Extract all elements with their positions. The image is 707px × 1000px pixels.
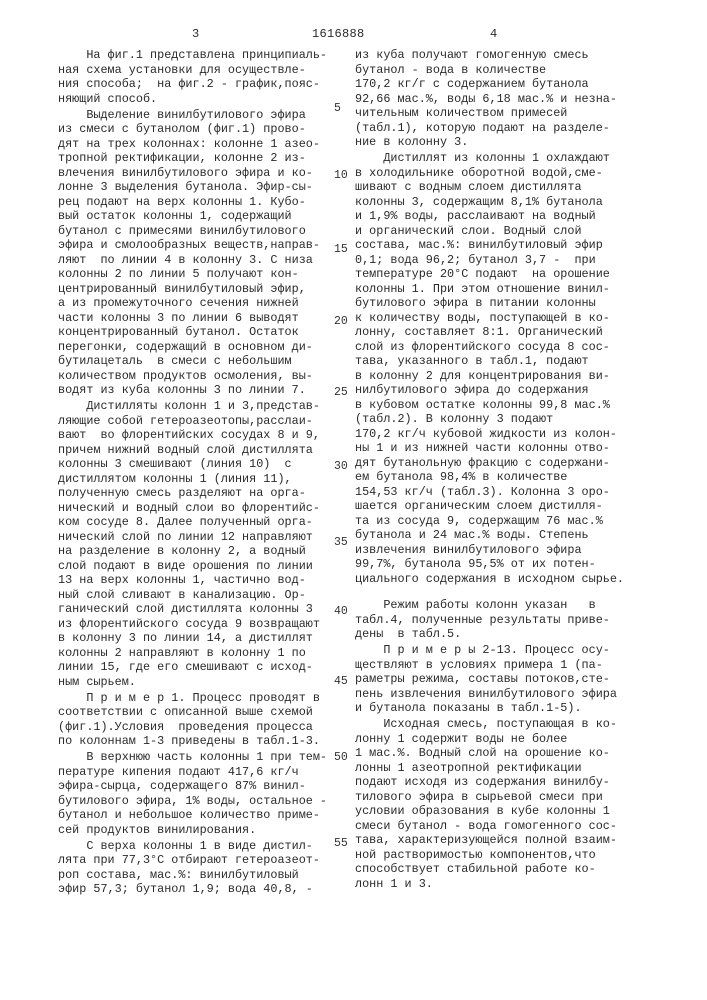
paragraph (58, 839, 327, 897)
paragraph (58, 48, 327, 106)
text-line: лонн 1 и 3. (355, 877, 624, 892)
text-line: количеством продуктов осмоления, вы- (58, 369, 327, 384)
text-line: ляют по линии 4 в колонну 3. С низа (58, 253, 327, 268)
text-line: Дистиллят из колонны 1 охлаждают (355, 151, 624, 166)
text-line: 99,7%, бутанола 95,5% от их потен- (355, 557, 624, 572)
text-line: нический и водный слои во флорентийс- (58, 501, 327, 516)
text-line: бутанол с примесями винилбутилового (58, 224, 327, 239)
text-line: Выделение винилбутилового эфира (58, 108, 327, 123)
text-line: эфира-сырца, содержащего 87% винил- (58, 779, 327, 794)
text-line: колонны 2 направляют в колонну 1 по (58, 646, 327, 661)
text-line: нилбутилового эфира до содержания (355, 383, 624, 398)
right-text-column (355, 48, 624, 891)
text-line: ние в колонну 3. (355, 135, 624, 150)
paragraph (58, 108, 327, 398)
text-line: нический слой по линии 12 направляют (58, 530, 327, 545)
text-line: Режим работы колонн указан в (355, 598, 624, 613)
text-line: ны 1 и из нижней части колонны отво- (355, 441, 624, 456)
text-line: няющий способ. (58, 92, 327, 107)
text-line: извлечения винилбутилового эфира (355, 543, 624, 558)
text-line: колонны 1. При этом отношение винил- (355, 282, 624, 297)
line-number: 20 (334, 316, 348, 328)
line-number: 40 (334, 606, 348, 618)
text-line: линии 15, где его смешивают с исход- (58, 660, 327, 675)
text-line: ществляют в условиях примера 1 (па- (355, 658, 624, 673)
text-line: 1 мас.%. Водный слой на орошение ко- (355, 746, 624, 761)
text-line: колонны 2 по линии 5 получают кон- (58, 267, 327, 282)
text-line: шается органическим слоем дистилля- (355, 499, 624, 514)
text-line: вый остаток колонны 1, содержащий (58, 209, 327, 224)
text-line: ния способа; на фиг.2 - график,пояс- (58, 77, 327, 92)
paragraph (355, 643, 624, 716)
text-line: из куба получают гомогенную смесь (355, 48, 624, 63)
text-line: (табл.1), которую подают на разделе- (355, 121, 624, 136)
text-line: соответствии с описанной выше схемой (58, 705, 327, 720)
page-number-right: 4 (490, 27, 497, 41)
text-line: подают исходя из содержания винилбу- (355, 775, 624, 790)
text-line: в холодильнике оборотной водой,сме- (355, 166, 624, 181)
text-line: тропной ректификации, колонне 2 из- (58, 151, 327, 166)
text-line: В верхнюю часть колонны 1 при тем- (58, 750, 327, 765)
text-line: (фиг.1).Условия проведения процесса (58, 720, 327, 735)
text-line: бутилового эфира, 1% воды, остальное - (58, 794, 327, 809)
text-line: ганический слой дистиллята колонны 3 (58, 602, 327, 617)
line-number: 15 (334, 244, 348, 256)
paragraph (355, 151, 624, 586)
text-line: бутанол и небольшое количество приме- (58, 808, 327, 823)
line-number: 55 (334, 838, 348, 850)
text-line: из флорентийского сосуда 9 возвращают (58, 617, 327, 632)
text-line: С верха колонны 1 в виде дистил- (58, 839, 327, 854)
text-line: бутанол - вода в количестве (355, 63, 624, 78)
text-line: водят из куба колонны 3 по линии 7. (58, 383, 327, 398)
text-line: тилового эфира в сырьевой смеси при (355, 790, 624, 805)
text-line: пературе кипения подают 417,6 кг/ч (58, 765, 327, 780)
text-line: бутанола и 24 мас.% воды. Степень (355, 528, 624, 543)
text-line: лята при 77,3°С отбирают гетероазеот- (58, 853, 327, 868)
text-line: колонны 3, содержащим 8,1% бутанола (355, 195, 624, 210)
text-line: эфир 57,3; бутанол 1,9; вода 40,8, - (58, 882, 327, 897)
text-line: дистиллятом колонны 1 (линия 11), (58, 472, 327, 487)
text-line: центрированный винилбутиловый эфир, (58, 282, 327, 297)
text-line: На фиг.1 представлена принципиаль- (58, 48, 327, 63)
paragraph (355, 717, 624, 891)
text-line: шивают с водным слоем дистиллята (355, 180, 624, 195)
text-line: вают во флорентийских сосудах 8 и 9, (58, 428, 327, 443)
text-line: раметры режима, составы потоков,сте- (355, 672, 624, 687)
text-line: 13 на верх колонны 1, частично вод- (58, 573, 327, 588)
text-line: лонны 1 азеотропной ректификации (355, 761, 624, 776)
text-line: на разделение в колонну 2, а водный (58, 544, 327, 559)
text-line: тава, указанного в табл.1, подают (355, 354, 624, 369)
left-text-column (58, 48, 327, 897)
text-line: (табл.2). В колонну 3 подают (355, 412, 624, 427)
text-line: 170,2 кг/г с содержанием бутанола (355, 77, 624, 92)
line-number: 10 (334, 170, 348, 182)
paragraph (58, 691, 327, 749)
text-line: эфира и смолообразных веществ,направ- (58, 238, 327, 253)
text-line: П р и м е р 1. Процесс проводят в (58, 691, 327, 706)
text-line: влечения винилбутилового эфира и ко- (58, 166, 327, 181)
text-line: ной растворимостью компонентов,что (355, 848, 624, 863)
text-line: сей продуктов винилирования. (58, 823, 327, 838)
text-line: условии образования в кубе колонны 1 (355, 804, 624, 819)
line-number: 30 (334, 461, 348, 473)
text-line: бутилового эфира в питании колонны (355, 296, 624, 311)
text-line: рец подают на верх колонны 1. Кубо- (58, 195, 327, 210)
line-number: 5 (334, 103, 341, 115)
text-line: Исходная смесь, поступающая в ко- (355, 717, 624, 732)
text-line: ком сосуде 8. Далее полученный орга- (58, 515, 327, 530)
text-line: способствует стабильной работе ко- (355, 862, 624, 877)
text-line: в кубовом остатке колонны 99,8 мас.% (355, 398, 624, 413)
line-number: 25 (334, 387, 348, 399)
text-line: бутилацеталь в смеси с небольшим (58, 354, 327, 369)
text-line: 0,1; вода 96,2; бутанол 3,7 - при (355, 253, 624, 268)
text-line: к количеству воды, поступающей в ко- (355, 311, 624, 326)
text-line: 92,66 мас.%, воды 6,18 мас.% и незна- (355, 92, 624, 107)
text-line: слой из флорентийского сосуда 8 сос- (355, 340, 624, 355)
text-line: 154,53 кг/ч (табл.3). Колонна 3 оро- (355, 485, 624, 500)
text-line: полученную смесь разделяют на орга- (58, 486, 327, 501)
text-line: циального содержания в исходном сырье. (355, 572, 624, 587)
text-line: ный слой сливают в канализацию. Ор- (58, 588, 327, 603)
paragraph (355, 48, 624, 150)
text-line: дят на трех колоннах: колонне 1 азео- (58, 137, 327, 152)
text-line: лонне 3 выделения бутанола. Эфир-сы- (58, 180, 327, 195)
text-line: табл.4, полученные результаты приве- (355, 613, 624, 628)
text-line: в колонну 3 по линии 14, а дистиллят (58, 631, 327, 646)
text-line: по колоннам 1-3 приведены в табл.1-3. (58, 734, 327, 749)
text-line: роп состава, мас.%: винилбутиловый (58, 868, 327, 883)
paragraph (355, 598, 624, 642)
text-line: из смеси с бутанолом (фиг.1) прово- (58, 122, 327, 137)
text-line: лонну 1 содержит воды не более (355, 732, 624, 747)
text-line: и органический слои. Водный слой (355, 224, 624, 239)
text-line: ем бутанола 98,4% в количестве (355, 470, 624, 485)
text-line: смеси бутанол - вода гомогенного сос- (355, 819, 624, 834)
text-line: тава, характеризующейся полной взаим- (355, 833, 624, 848)
patent-number: 1616888 (312, 27, 365, 41)
text-line: температуре 20°С подают на орошение (355, 267, 624, 282)
text-line: слой подают в виде орошения по линии (58, 559, 327, 574)
text-line: и 1,9% воды, расслаивают на водный (355, 209, 624, 224)
text-line: та из сосуда 9, содержащим 76 мас.% (355, 514, 624, 529)
text-line: ляющие собой гетероазеотопы,расслаи- (58, 414, 327, 429)
text-line: причем нижний водный слой дистиллята (58, 443, 327, 458)
text-line: концентрированный бутанол. Остаток (58, 325, 327, 340)
text-line: 170,2 кг/ч кубовой жидкости из колон- (355, 427, 624, 442)
line-number: 50 (334, 752, 348, 764)
text-line: в колонну 2 для концентрирования ви- (355, 369, 624, 384)
text-line: колонны 3 смешивают (линия 10) с (58, 457, 327, 472)
text-line: и бутанола показаны в табл.1-5). (355, 701, 624, 716)
text-line: части колонны 3 по линии 6 выводят (58, 311, 327, 326)
text-line: ная схема установки для осуществле- (58, 63, 327, 78)
line-number: 45 (334, 676, 348, 688)
text-line: чительным количеством примесей (355, 106, 624, 121)
paragraph (58, 399, 327, 689)
text-line: перегонки, содержащий в основном ди- (58, 340, 327, 355)
text-line: ным сырьем. (58, 675, 327, 690)
text-line: дены в табл.5. (355, 627, 624, 642)
text-line: дят бутанольную фракцию с содержани- (355, 456, 624, 471)
page-number-left: 3 (192, 27, 199, 41)
text-line: а из промежуточного сечения нижней (58, 296, 327, 311)
line-number: 35 (334, 537, 348, 549)
text-line: состава, мас.%: винилбутиловый эфир (355, 238, 624, 253)
text-line: Дистилляты колонн 1 и 3,представ- (58, 399, 327, 414)
paragraph (58, 750, 327, 837)
text-line: лонну, составляет 8:1. Органический (355, 325, 624, 340)
text-line: пень извлечения винилбутилового эфира (355, 687, 624, 702)
text-line: П р и м е р ы 2-13. Процесс осу- (355, 643, 624, 658)
